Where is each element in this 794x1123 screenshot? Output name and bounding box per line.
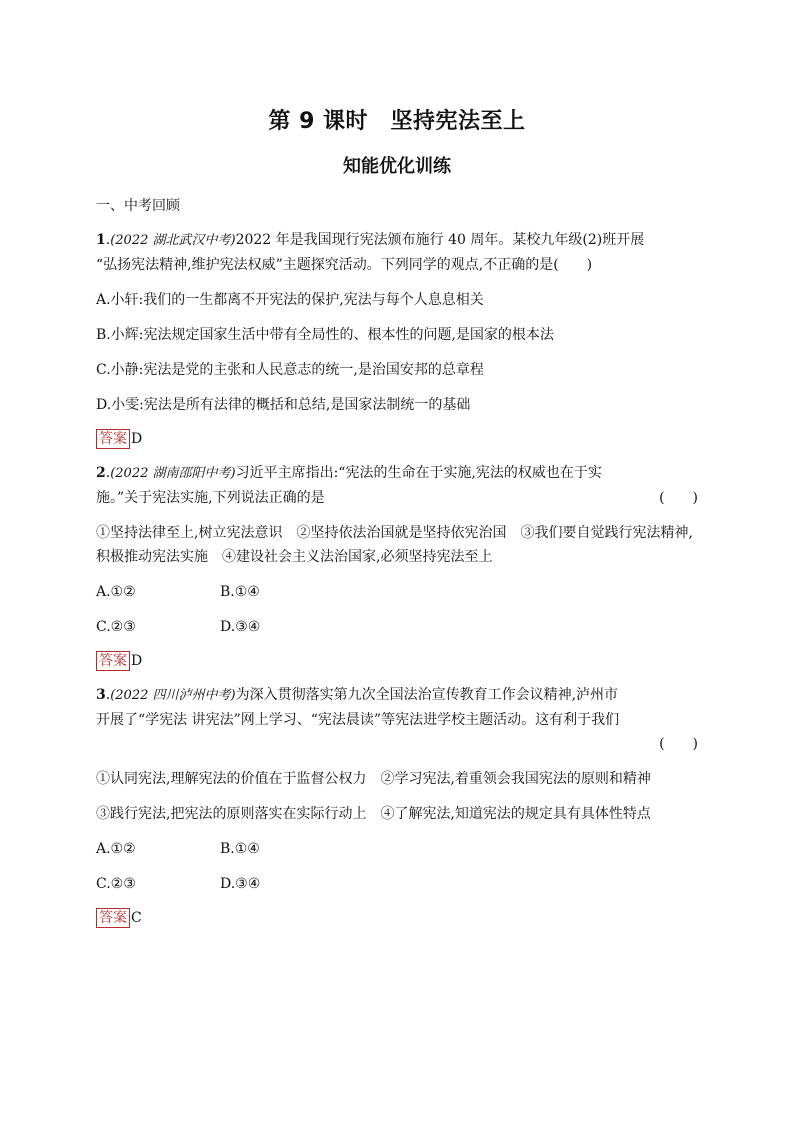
- answer-paren: ( ): [659, 490, 698, 506]
- question-3-stem: 3.(2022 四川泸州中考)为深入贯彻落实第九次全国法治宣传教育工作会议精神,泸州市: [96, 687, 619, 703]
- answer-value: D: [131, 653, 143, 669]
- choice-a: A.①②: [96, 841, 136, 857]
- answer-value: D: [131, 431, 143, 447]
- content-body: [96, 194, 698, 930]
- answer-paren: ( ): [659, 736, 698, 752]
- question-number: 1: [96, 232, 106, 248]
- lesson-title: 第 9 课时 坚持宪法至上: [268, 109, 526, 134]
- choices-row-2: [96, 872, 698, 896]
- question-stem-text: 施。”关于宪法实施,下列说法正确的是: [96, 490, 325, 506]
- option-c: C.小静:宪法是党的主张和人民意志的统一,是治国安邦的总章程: [96, 362, 484, 378]
- question-number: 3: [96, 687, 106, 703]
- choice-d: D.③④: [220, 876, 261, 892]
- question-number: 2: [96, 465, 106, 481]
- option-d: D.小雯:宪法是所有法律的概括和总结,是国家法制统一的基础: [96, 397, 471, 413]
- question-3: [96, 683, 698, 756]
- question-source: (2022 湖南邵阳中考): [110, 466, 236, 481]
- answer-row: [96, 427, 698, 451]
- question-stem-text: 2022 年是我国现行宪法颁布施行 40 周年。某校九年级(2)班开展: [235, 232, 645, 248]
- option-b: B.小辉:宪法规定国家生活中带有全局性的、根本性的问题,是国家的根本法: [96, 327, 554, 343]
- choice-b: B.①④: [220, 584, 260, 600]
- statement-2: ③践行宪法,把宪法的原则落实在实际行动上 ④了解宪法,知道宪法的规定具有具体性特点: [96, 806, 651, 822]
- choices-row-2: [96, 615, 698, 639]
- answer-row: [96, 649, 698, 673]
- option-a: A.小轩:我们的一生都离不开宪法的保护,宪法与每个人息息相关: [96, 292, 484, 308]
- choice-c: C.②③: [96, 619, 136, 635]
- choice-c: C.②③: [96, 876, 136, 892]
- answer-value: C: [131, 910, 142, 926]
- answer-label: 答案: [96, 429, 130, 449]
- choice-a: A.①②: [96, 584, 136, 600]
- question-source: (2022 四川泸州中考): [110, 688, 236, 703]
- question-stem-text: 为深入贯彻落实第九次全国法治宣传教育工作会议精神,泸州市: [235, 687, 619, 703]
- exercise-subtitle: 知能优化训练: [343, 156, 451, 177]
- choices-row-1: [96, 837, 698, 861]
- question-2: [96, 461, 698, 510]
- answer-label: 答案: [96, 651, 130, 671]
- answer-label: 答案: [96, 908, 130, 928]
- question-stem-text: “弘扬宪法精神,维护宪法权威”主题探究活动。下列同学的观点,不正确的是( ): [96, 257, 593, 273]
- section-heading: 一、中考回顾: [96, 198, 180, 214]
- question-stem-text: 开展了“学宪法 讲宪法”网上学习、“宪法晨读”等宪法进学校主题活动。这有利于我们: [96, 712, 620, 728]
- choice-d: D.③④: [220, 619, 261, 635]
- question-1: [96, 228, 698, 277]
- statements: ①坚持法律至上,树立宪法意识 ②坚持依法治国就是坚持依宪治国 ③我们要自觉践行宪法精神,积极推动宪法实施 ④建设社会主义法治国家,必须坚持宪法至上: [96, 525, 693, 565]
- question-stem-row: [96, 732, 698, 756]
- question-2-stem: 2.(2022 湖南邵阳中考)习近平主席指出:“宪法的生命在于实施,宪法的权威也在于实: [96, 465, 602, 481]
- statement-1: ①认同宪法,理解宪法的价值在于监督公权力 ②学习宪法,着重领会我国宪法的原则和精神: [96, 771, 651, 787]
- question-1-stem: 1.(2022 湖北武汉中考)2022 年是我国现行宪法颁布施行 40 周年。某校九年级(2)班开展: [96, 232, 645, 248]
- question-stem-text: 习近平主席指出:“宪法的生命在于实施,宪法的权威也在于实: [235, 465, 602, 481]
- answer-row: [96, 906, 698, 930]
- question-stem-row: [96, 486, 698, 510]
- question-source: (2022 湖北武汉中考): [110, 233, 236, 248]
- choice-b: B.①④: [220, 841, 260, 857]
- choices-row-1: [96, 580, 698, 604]
